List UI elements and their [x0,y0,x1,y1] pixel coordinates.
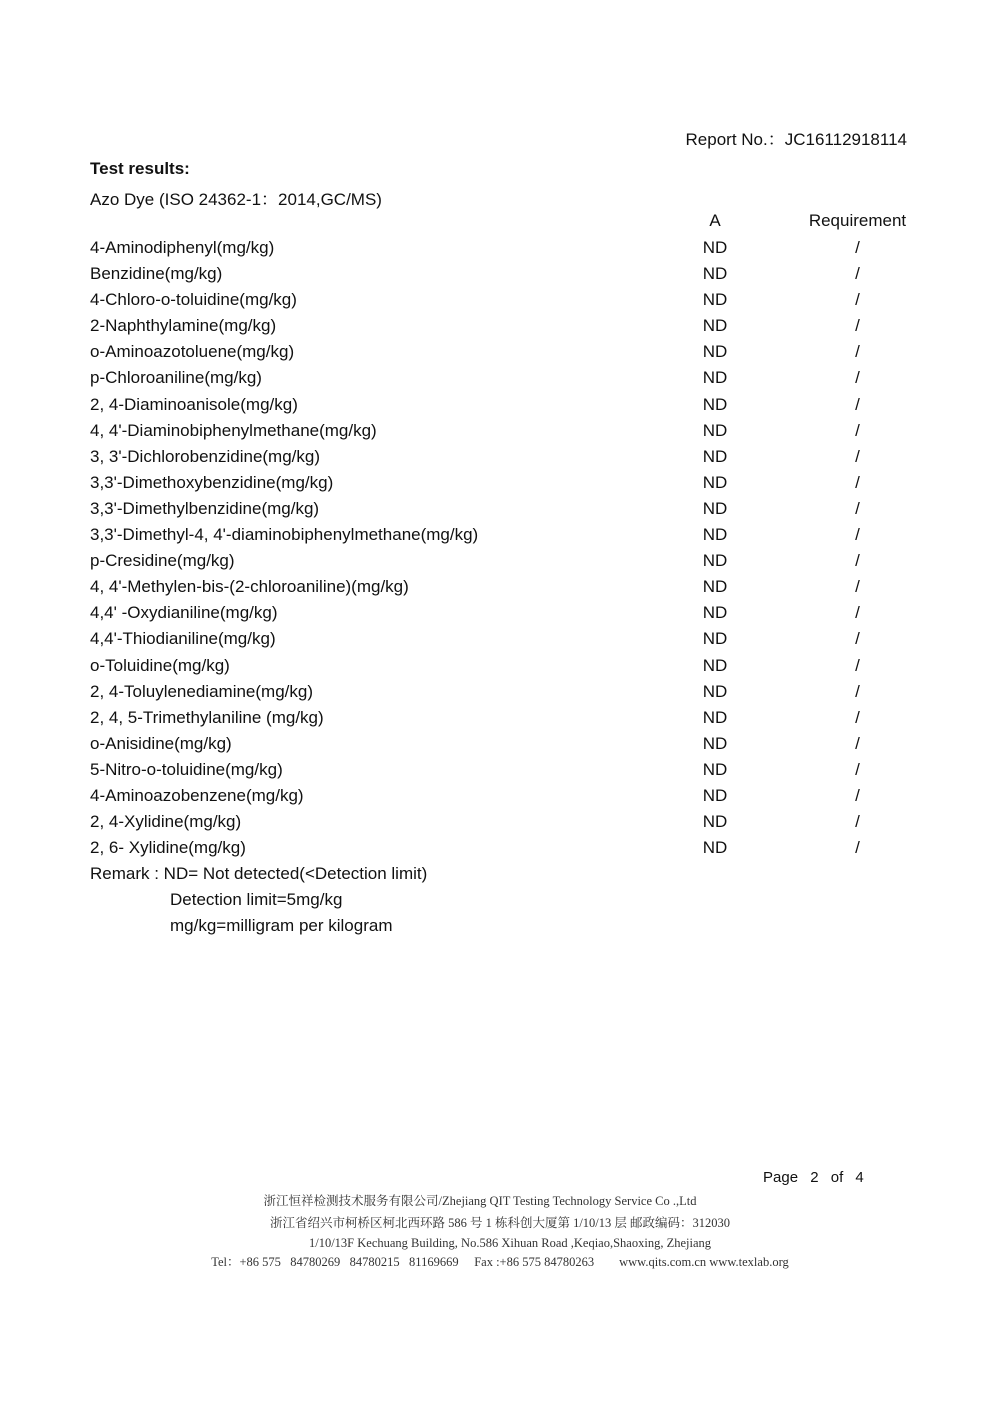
substance-name: p-Chloroaniline(mg/kg) [90,368,262,388]
substance-name: 4, 4'-Methylen-bis-(2-chloroaniline)(mg/kg) [90,577,409,597]
requirement-value: / [855,368,860,388]
result-value: ND [702,629,728,649]
footer-address-en: 1/10/13F Kechuang Building, No.586 Xihuan Road ,Keqiao,Shaoxing, Zhejiang [308,1236,712,1250]
table-row [90,628,930,654]
substance-name: 2, 4, 5-Trimethylaniline (mg/kg) [90,707,324,727]
result-value: ND [702,264,728,284]
requirement-value: / [855,238,860,257]
requirement-value: / [855,264,860,284]
table-row [90,237,930,263]
result-value: ND [702,498,728,518]
requirement-value: / [855,290,860,310]
requirement-value: / [855,577,860,597]
substance-name: 4,4'-Thiodianiline(mg/kg) [90,629,276,649]
page-label: Page [763,1169,799,1186]
requirement-value: / [855,812,860,832]
remark-line-3: mg/kg=milligram per kilogram [170,916,393,935]
table-row [90,759,930,785]
table-row [90,315,930,341]
substance-name: 4-Aminodiphenyl(mg/kg) [90,238,275,257]
result-value: ND [702,681,728,701]
substance-name: 3, 3'-Dichlorobenzidine(mg/kg) [90,446,321,466]
table-row [90,394,930,420]
result-value: ND [702,785,728,805]
table-row [90,367,930,393]
table-row [90,446,930,472]
remark-line-2: Detection limit=5mg/kg [170,890,343,909]
requirement-value: / [855,342,860,362]
results-table [90,237,930,863]
result-value: ND [702,342,728,362]
table-row [90,550,930,576]
substance-name: p-Cresidine(mg/kg) [90,551,235,571]
requirement-value: / [855,707,860,727]
requirement-value: / [855,525,860,545]
table-row [90,811,930,837]
table-row [90,289,930,315]
substance-name: 4,4' -Oxydianiline(mg/kg) [90,603,278,623]
result-value: ND [702,733,728,753]
substance-name: o-Toluidine(mg/kg) [90,655,230,675]
requirement-value: / [855,655,860,675]
result-value: ND [702,290,728,310]
requirement-value: / [855,394,860,414]
requirement-value: / [855,498,860,518]
report-number: Report No.：JC16112918114 [685,130,907,149]
result-value: ND [702,394,728,414]
requirement-value: / [855,785,860,805]
requirement-value: / [855,603,860,623]
table-row [90,602,930,628]
substance-name: o-Aminoazotoluene(mg/kg) [90,342,295,362]
result-value: ND [702,707,728,727]
substance-name: 3,3'-Dimethylbenzidine(mg/kg) [90,498,320,518]
result-value: ND [702,446,728,466]
table-row [90,524,930,550]
substance-name: 3,3'-Dimethyl-4, 4'-diaminobiphenylmethane(mg/kg) [90,525,479,545]
result-value: ND [702,420,728,440]
table-row [90,472,930,498]
section-title: Test results: [90,159,190,178]
requirement-value: / [855,759,860,779]
table-row [90,263,930,289]
table-row [90,655,930,681]
table-row [90,733,930,759]
table-row [90,420,930,446]
table-row [90,707,930,733]
substance-name: 2, 6- Xylidine(mg/kg) [90,838,246,858]
column-header-requirement: Requirement [808,211,907,230]
result-value: ND [702,577,728,597]
result-value: ND [702,655,728,675]
page-of: of [830,1169,844,1186]
result-value: ND [702,472,728,492]
footer-address-cn: 浙江省绍兴市柯桥区柯北西环路 586 号 1 栋科创大厦第 1/10/13 层 邮政编码：312030 [269,1216,731,1230]
table-row [90,498,930,524]
substance-name: 2, 4-Xylidine(mg/kg) [90,812,242,832]
substance-name: 2, 4-Toluylenediamine(mg/kg) [90,681,313,701]
requirement-value: / [855,629,860,649]
test-method: Azo Dye (ISO 24362-1：2014,GC/MS) [90,190,382,209]
substance-name: o-Anisidine(mg/kg) [90,733,232,753]
substance-name: 4-Chloro-o-toluidine(mg/kg) [90,290,297,310]
requirement-value: / [855,420,860,440]
substance-name: 3,3'-Dimethoxybenzidine(mg/kg) [90,472,334,492]
substance-name: 2, 4-Diaminoanisole(mg/kg) [90,394,298,414]
result-value: ND [702,525,728,545]
column-header-sample: A [709,211,721,230]
result-value: ND [702,838,728,858]
result-value: ND [702,603,728,623]
result-value: ND [702,812,728,832]
table-row [90,681,930,707]
substance-name: 5-Nitro-o-toluidine(mg/kg) [90,759,283,779]
requirement-value: / [855,551,860,571]
footer-company: 浙江恒祥检测技术服务有限公司/Zhejiang QIT Testing Technology Service Co .,Ltd [263,1194,697,1208]
result-value: ND [702,316,728,336]
requirement-value: / [855,681,860,701]
result-value: ND [702,759,728,779]
table-row [90,837,930,863]
table-row [90,341,930,367]
result-value: ND [702,551,728,571]
requirement-value: / [855,446,860,466]
substance-name: Benzidine(mg/kg) [90,264,223,284]
requirement-value: / [855,316,860,336]
page-total: 4 [855,1169,864,1186]
requirement-value: / [855,838,860,858]
substance-name: 2-Naphthylamine(mg/kg) [90,316,277,336]
page-current: 2 [810,1169,819,1186]
result-value: ND [702,238,728,257]
requirement-value: / [855,472,860,492]
table-row [90,576,930,602]
substance-name: 4, 4'-Diaminobiphenylmethane(mg/kg) [90,420,377,440]
page-indicator [763,1169,864,1186]
footer-contact: Tel：+86 575 84780269 84780215 81169669 Fax :+86 575 84780263 www.qits.com.cn www.texlab.org [211,1255,789,1269]
table-row [90,785,930,811]
substance-name: 4-Aminoazobenzene(mg/kg) [90,785,304,805]
requirement-value: / [855,733,860,753]
result-value: ND [702,368,728,388]
remark-line-1: Remark : ND= Not detected(<Detection limit) [90,864,428,883]
